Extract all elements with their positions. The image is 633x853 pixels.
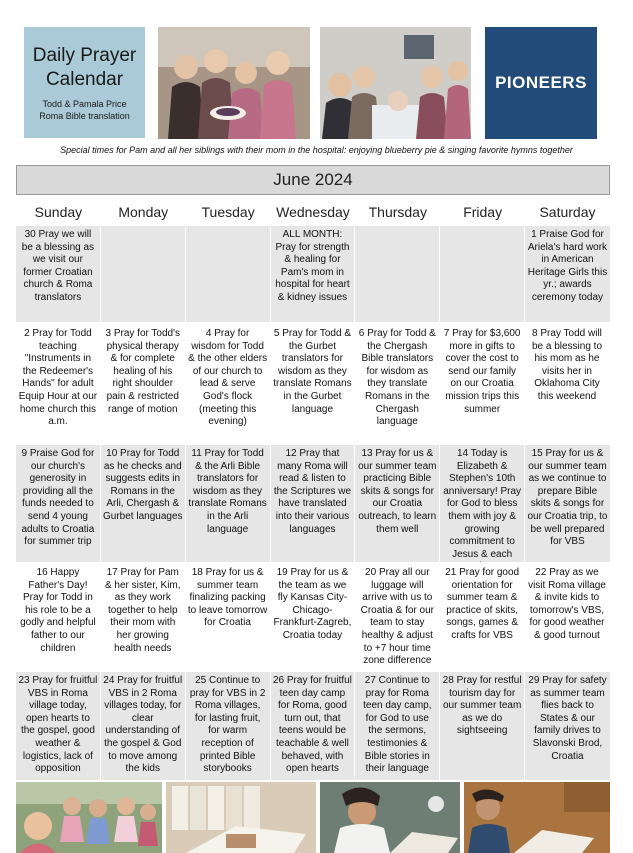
- day-cell: [355, 226, 440, 322]
- weekday-saturday: Saturday: [539, 204, 596, 220]
- weekday-tuesday: Tuesday: [201, 204, 255, 220]
- week-row-2: [16, 325, 610, 443]
- day-cell: 3 Pray for Todd's physical therapy & for complete healing of his right shoulder pain & restricted range of motion: [101, 325, 186, 443]
- month-title: June 2024: [16, 165, 610, 195]
- photo-caption: Special times for Pam and all her siblings with their mom in the hospital: enjoying blueberry pie & singing favorite hymns together: [60, 145, 573, 155]
- kids-crafts-photo: [464, 782, 610, 853]
- boy-reading-photo: [320, 782, 460, 853]
- day-cell: [440, 226, 525, 322]
- hospital-pie-photo: [158, 27, 310, 139]
- calendar-title: Daily Prayer Calendar: [32, 45, 137, 90]
- day-cell: 10 Pray for Todd as he checks and suggests edits in Romans in the Arli, Chergash & Gurbet languages: [101, 445, 186, 562]
- day-cell: 25 Continue to pray for VBS in 2 Roma villages, for lasting fruit, for warm reception of printed Bible storybooks: [186, 672, 271, 780]
- week-row-4: [16, 564, 610, 670]
- day-cell: 5 Pray for Todd & the Gurbet translators for wisdom as they translate Romans in the Gurbet language: [271, 325, 356, 443]
- calendar-subtitle: [24, 98, 145, 122]
- subtitle-names: Todd & Pamala Price: [42, 99, 127, 109]
- week-row-5: [16, 672, 610, 780]
- day-cell: 15 Pray for us & our summer team as we continue to prepare Bible skits & songs for our Croatia trip, to be well prepared for VBS: [525, 445, 610, 562]
- bottom-photo-strip: [16, 782, 610, 853]
- weekday-header-row: [16, 200, 610, 224]
- day-cell: 17 Pray for Pam & her sister, Kim, as they work together to help their mom with her growing health needs: [101, 564, 186, 670]
- day-cell: 23 Pray for fruitful VBS in Roma village today, open hearts to the gospel, good weather & logistics, lack of opposition: [16, 672, 101, 780]
- day-cell: 6 Pray for Todd & the Chergash Bible translators for wisdom as they translate Romans in the Chergash language: [355, 325, 440, 443]
- day-cell: 13 Pray for us & our summer team practicing Bible skits & songs for our Croatia outreach, to learn them well: [355, 445, 440, 562]
- day-cell: 12 Pray that many Roma will read & listen to the Scriptures we have translated into their various languages: [271, 445, 356, 562]
- day-cell: 29 Pray for safety as summer team flies back to States & our family drives to Slavonski Brod, Croatia: [525, 672, 610, 780]
- weekday-wednesday: Wednesday: [276, 204, 350, 220]
- subtitle-project: Roma Bible translation: [39, 111, 130, 121]
- weekday-thursday: Thursday: [368, 204, 427, 220]
- day-cell: 21 Pray for good orientation for summer team & practice of skits, songs, games & crafts for VBS: [440, 564, 525, 670]
- weekday-sunday: Sunday: [34, 204, 83, 220]
- day-cell: 4 Pray for wisdom for Todd & the other elders of our church to lead & serve God's flock (meeting this evening): [186, 325, 271, 443]
- day-cell: 26 Pray for fruitful teen day camp for Roma, good turn out, that teens would be teachable & well behaved, with open hearts: [271, 672, 356, 780]
- pioneers-logo-text: PIONEERS: [495, 73, 587, 92]
- day-cell: 1 Praise God for Ariela's hard work in American Heritage Girls this yr.; awards ceremony today: [525, 226, 610, 322]
- weekday-monday: Monday: [118, 204, 169, 220]
- day-cell: ALL MONTH: Pray for strength & healing for Pam's mom in hospital for heart & kidney issues: [271, 226, 356, 322]
- day-cell: 14 Today is Elizabeth & Stephen's 10th anniversary! Pray for God to bless them with joy & growing commitment to Jesus & each: [440, 445, 525, 562]
- day-cell: 28 Pray for restful tourism day for our summer team as we do sightseeing: [440, 672, 525, 780]
- hospital-hymns-photo: [320, 27, 471, 139]
- day-cell: 30 Pray we will be a blessing as we visit our former Croatian church & Roma translators: [16, 226, 101, 322]
- day-cell: 18 Pray for us & summer team finalizing packing to leave tomorrow for Croatia: [186, 564, 271, 670]
- day-cell: 11 Pray for Todd & the Arli Bible translators for wisdom as they translate Romans in the Arli language: [186, 445, 271, 562]
- weekday-friday: Friday: [463, 204, 503, 220]
- day-cell: [101, 226, 186, 322]
- day-cell: 2 Pray for Todd teaching "Instruments in the Redeemer's Hands" for adult Equip Hour at our home church this a.m.: [16, 325, 101, 443]
- day-cell: 19 Pray for us & the team as we fly Kansas City-Chicago-Frankfurt-Zagreb, Croatia today: [271, 564, 356, 670]
- day-cell: 27 Continue to pray for Roma teen day camp, for God to use the sermons, testimonies & Bible stories in their language: [355, 672, 440, 780]
- storybooks-photo: [166, 782, 316, 853]
- day-cell: 7 Pray for $3,600 more in gifts to cover the cost to send our family on our Croatia mission trips this summer: [440, 325, 525, 443]
- day-cell: 16 Happy Father's Day! Pray for Todd in his role to be a godly and helpful father to our children: [16, 564, 101, 670]
- day-cell: 20 Pray all our luggage will arrive with us to Croatia & for our team to stay healthy & adjust to +7 hour time zone difference: [355, 564, 440, 670]
- pioneers-logo: [485, 27, 597, 139]
- week-row-3: [16, 445, 610, 562]
- day-cell: 24 Pray for fruitful VBS in 2 Roma villages today, for clear understanding of the gospel & God to move among the kids: [101, 672, 186, 780]
- calendar-title-box: [24, 27, 145, 138]
- day-cell: 22 Pray as we visit Roma village & invite kids to tomorrow's VBS, for good weather & good turnout: [525, 564, 610, 670]
- day-cell: 8 Pray Todd will be a blessing to his mom as he visits her in Oklahoma City this weekend: [525, 325, 610, 443]
- day-cell: [186, 226, 271, 322]
- day-cell: 9 Praise God for our church's generosity in providing all the funds needed to send 4 young adults to Croatia for summer trip: [16, 445, 101, 562]
- kids-group-photo: [16, 782, 162, 853]
- week-row-1: [16, 226, 610, 322]
